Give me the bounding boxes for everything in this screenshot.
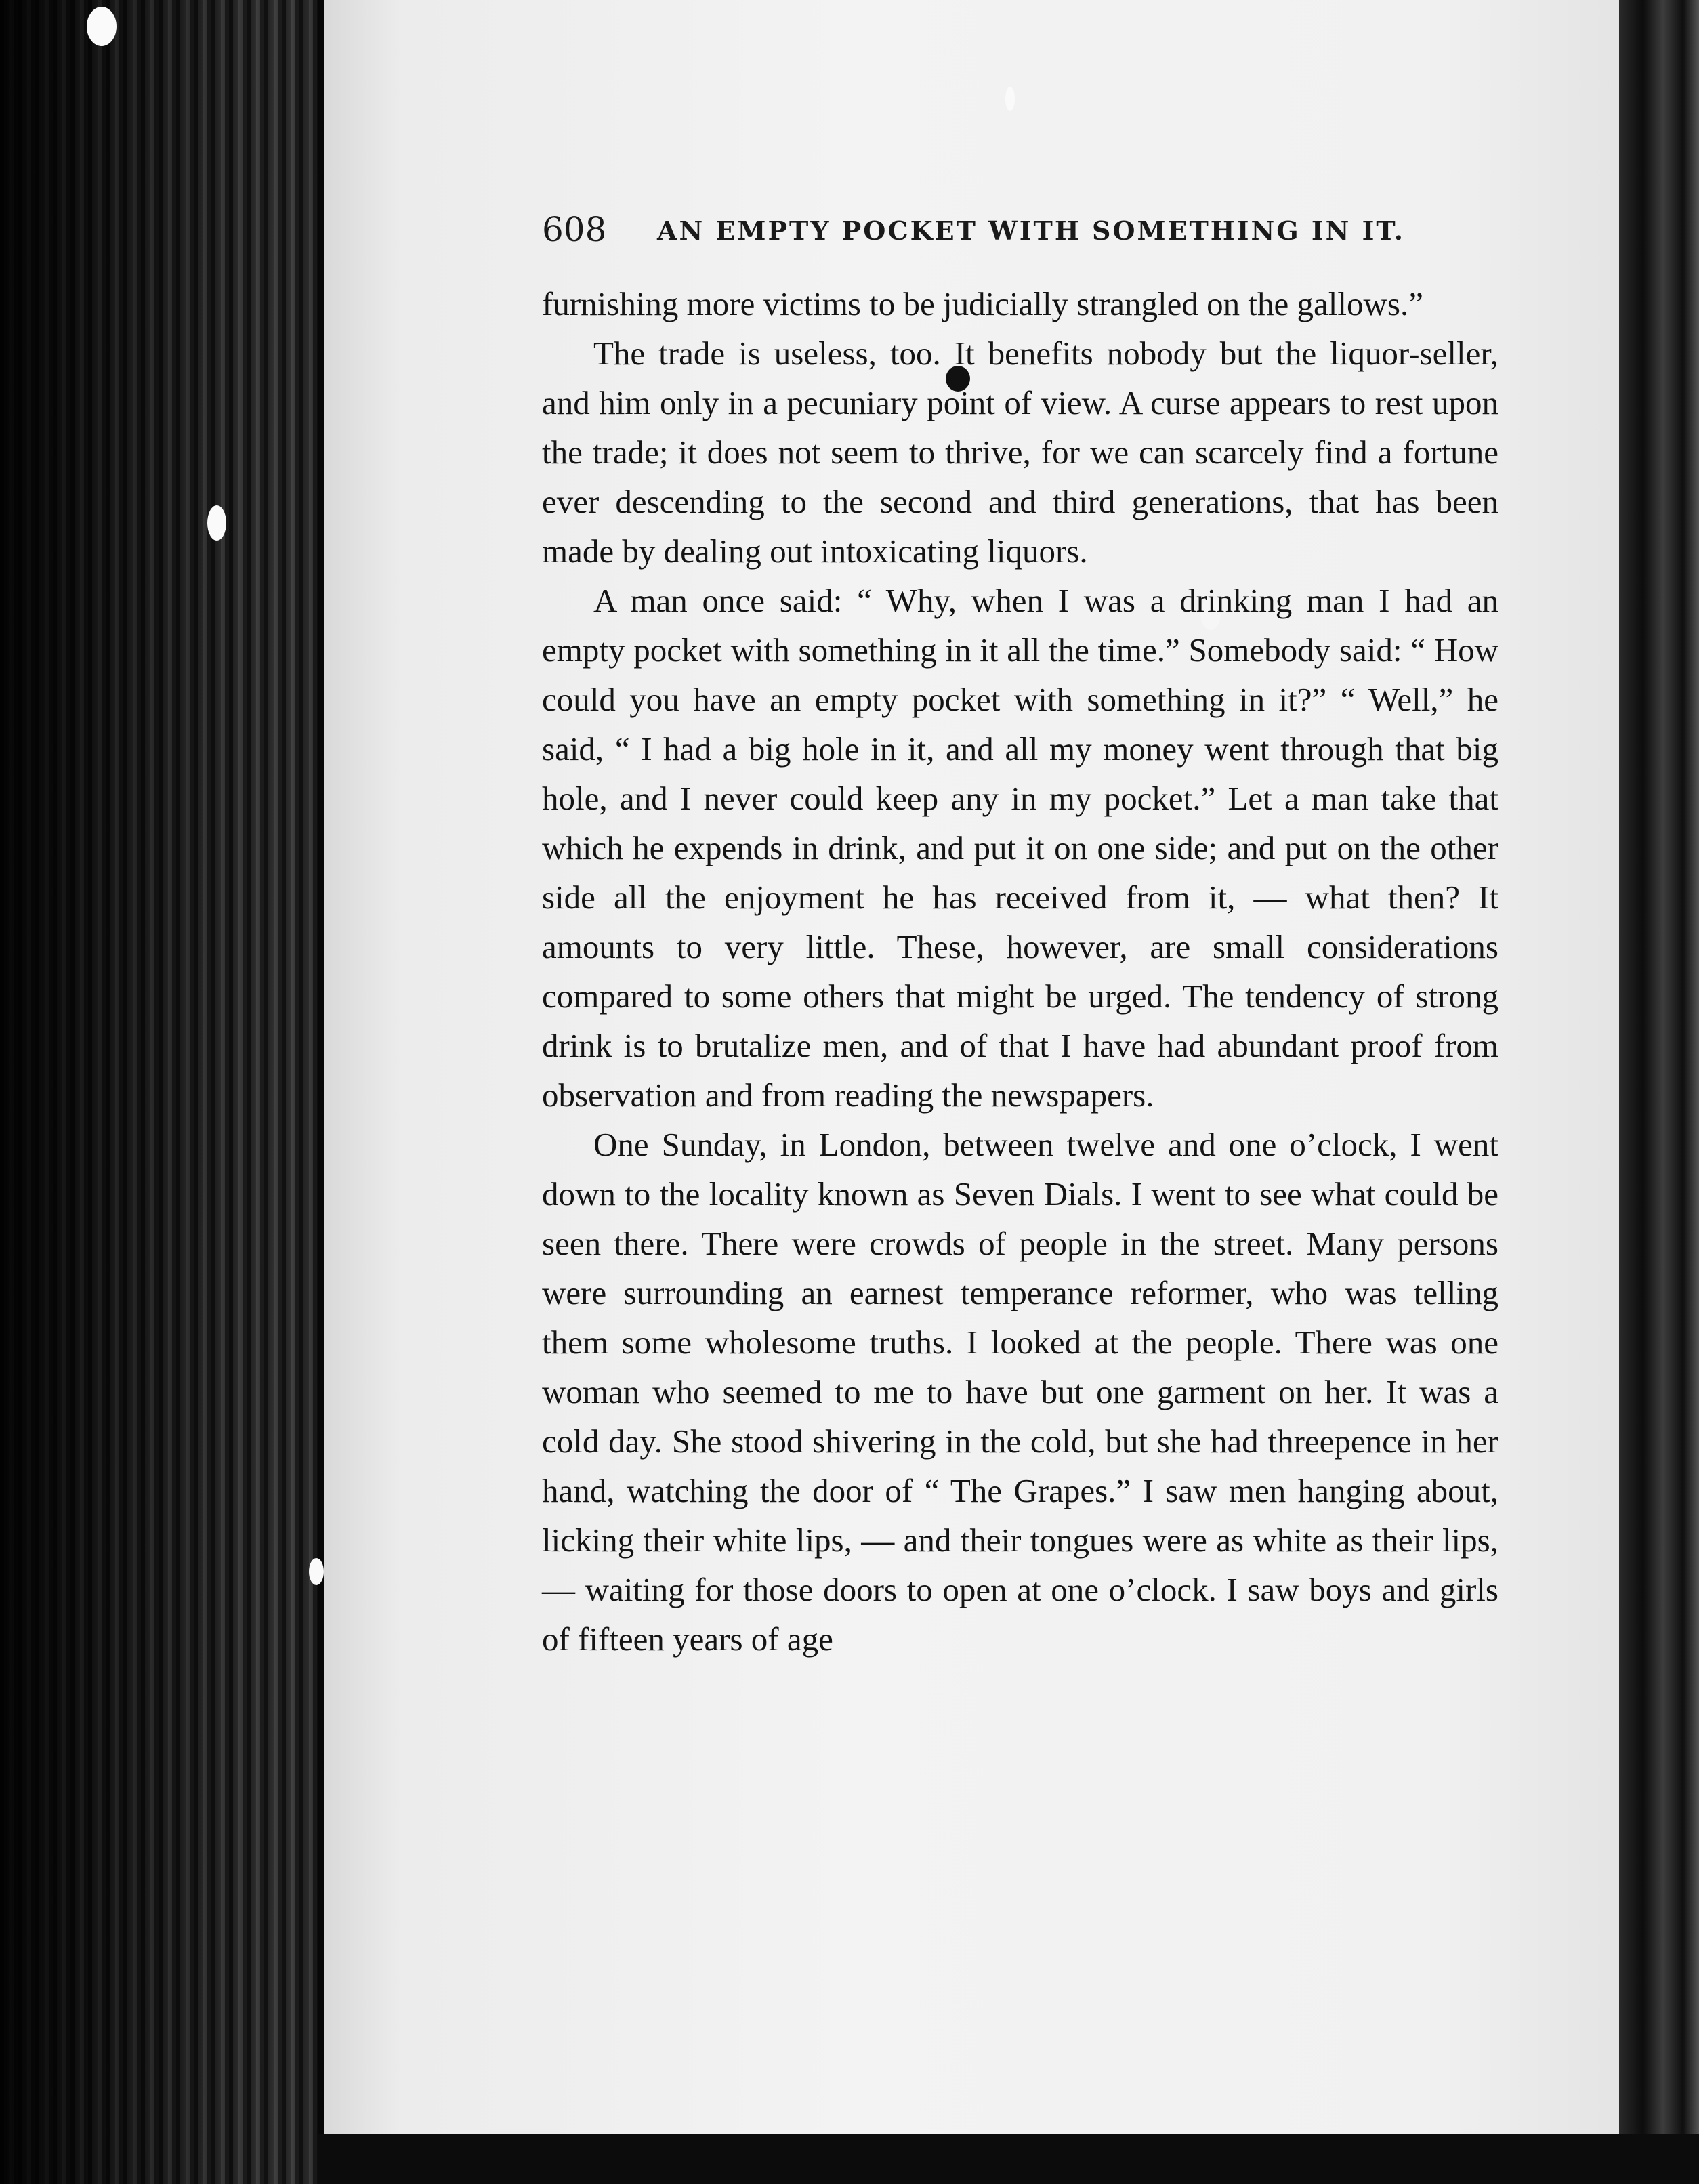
scan-speck <box>87 7 117 46</box>
scan-speck <box>309 1558 324 1585</box>
scan-bottom-edge <box>318 2134 1699 2184</box>
running-head <box>542 203 1406 257</box>
book-cover-edge <box>1619 0 1699 2184</box>
scan-speck <box>1005 87 1015 111</box>
running-head-title: AN EMPTY POCKET WITH SOMETHING IN IT. <box>657 215 1406 246</box>
page-number: 608 <box>542 210 607 249</box>
paragraph: The trade is useless, too. It benefits nobody but the liquor-seller, and him only in a pecuniary point of view. A curse appears to rest upon the trade; it does not seem to thrive, for we can scarcely find a fortune ever descending to the second and third generations, that has been made by dealing out intoxicating liquors. <box>542 335 1498 570</box>
stacked-page-edges <box>0 0 318 2184</box>
body-text <box>542 279 1498 1664</box>
paragraph: furnishing more victims to be judicially strangled on the gallows.” <box>542 285 1423 322</box>
scan-speck <box>207 505 226 541</box>
paragraph: A man once said: “ Why, when I was a drinking man I had an empty pocket with something in it all the time.” Somebody said: “ How could you have an empty pocket with something in it?” “ Well,” he said, “ I had a big hole in it, and all my money went through that big hole, and I never could keep any in my pocket.” Let a man take that which he expends in drink, and put it on one side; and put on the other side all the enjoyment he has received from it, — what then? It amounts to very little. These, however, are small considerations compared to some others that might be urged. The tendency of strong drink is to brutalize men, and of that I have had abundant proof from observation and from reading the newspapers. <box>542 582 1498 1114</box>
paragraph: One Sunday, in London, between twelve and one o’clock, I went down to the locality known as Seven Dials. I went to see what could be seen there. There were crowds of people in the street. Many persons were surrounding an earnest temperance reformer, who was telling them some wholesome truths. I looked at the people. There was one woman who seemed to me to have but one garment on her. It was a cold day. She stood shivering in the cold, but she had threepence in her hand, watching the door of “ The Grapes.” I saw men hanging about, licking their white lips, — and their tongues were as white as their lips, — waiting for those doors to open at one o’clock. I saw boys and girls of fifteen years of age <box>542 1126 1498 1658</box>
